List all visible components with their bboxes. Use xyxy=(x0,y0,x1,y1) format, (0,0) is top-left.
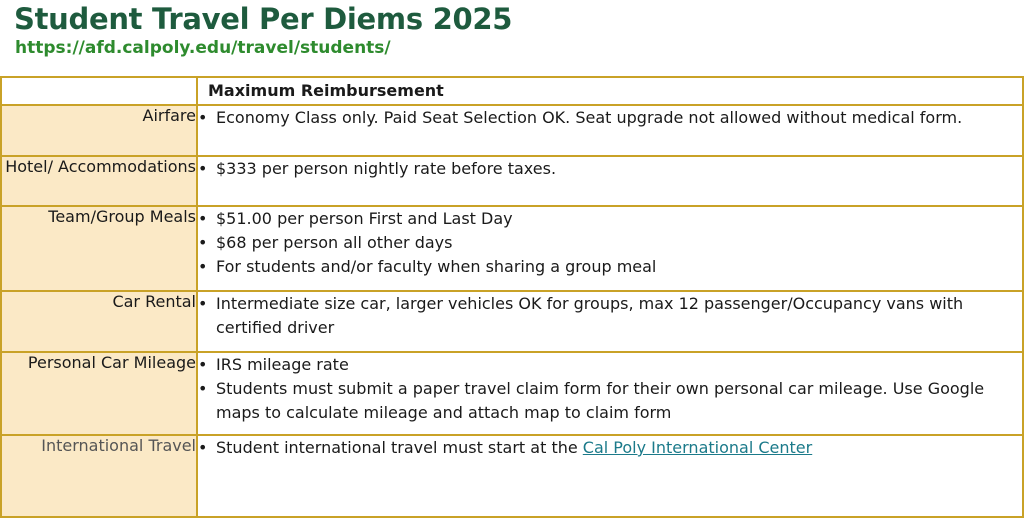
page-url: https://afd.calpoly.edu/travel/students/ xyxy=(15,38,391,58)
row-value-airfare xyxy=(197,105,1023,156)
list-item: • $333 per person nightly rate before taxes. xyxy=(198,157,1022,181)
row-value-car-rental xyxy=(197,291,1023,352)
per-diem-table xyxy=(0,76,1024,518)
list-item: • Students must submit a paper travel claim form for their own personal car mileage. Use Google maps to calculate mileage and attach map to claim form xyxy=(198,377,1022,425)
list-item: • Economy Class only. Paid Seat Selection OK. Seat upgrade not allowed without medical form. xyxy=(198,106,1022,130)
row-value-international xyxy=(197,435,1023,517)
row-label-personal-car: Personal Car Mileage xyxy=(1,352,197,435)
table-header-row xyxy=(1,77,1023,105)
international-center-link[interactable]: Cal Poly International Center xyxy=(582,438,813,457)
row-value-hotel xyxy=(197,156,1023,206)
list-item: • Intermediate size car, larger vehicles OK for groups, max 12 passenger/Occupancy vans with certified driver xyxy=(198,292,1022,340)
table-row-personal-car xyxy=(1,352,1023,435)
international-text: Student international travel must start at the xyxy=(216,438,583,457)
table-row-airfare xyxy=(1,105,1023,156)
header-blank-cell xyxy=(1,77,197,105)
page-title: Student Travel Per Diems 2025 xyxy=(14,2,513,36)
row-value-meals xyxy=(197,206,1023,291)
list-item: • IRS mileage rate xyxy=(198,353,1022,377)
list-item xyxy=(198,436,1022,460)
row-label-hotel: Hotel/ Accommodations xyxy=(1,156,197,206)
table-row-hotel xyxy=(1,156,1023,206)
column-header-max-reimbursement: Maximum Reimbursement xyxy=(197,77,1023,105)
row-label-car-rental: Car Rental xyxy=(1,291,197,352)
list-item: • For students and/or faculty when sharing a group meal xyxy=(198,255,1022,279)
list-item: • $51.00 per person First and Last Day xyxy=(198,207,1022,231)
row-label-airfare: Airfare xyxy=(1,105,197,156)
table-row-meals xyxy=(1,206,1023,291)
table-row-international xyxy=(1,435,1023,517)
row-label-international: International Travel xyxy=(1,435,197,517)
row-label-meals: Team/Group Meals xyxy=(1,206,197,291)
row-value-personal-car xyxy=(197,352,1023,435)
table-row-car-rental xyxy=(1,291,1023,352)
list-item: • $68 per person all other days xyxy=(198,231,1022,255)
